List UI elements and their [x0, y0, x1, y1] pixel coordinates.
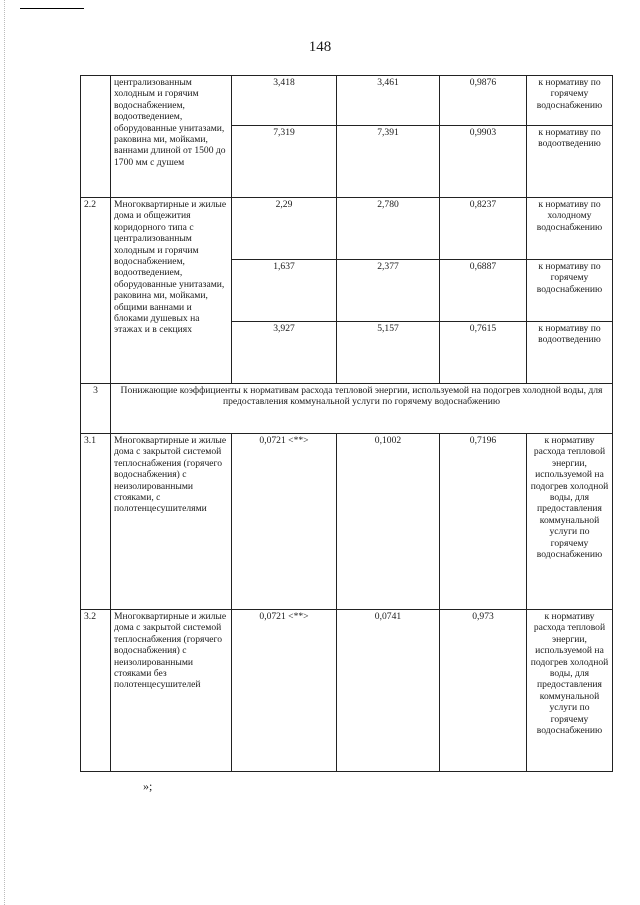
note-cell: к нормативу по горячему водоснабжению	[527, 76, 613, 126]
value-cell: 0,6887	[440, 260, 527, 322]
value-cell: 0,1002	[337, 434, 440, 610]
value-cell: 0,9903	[440, 126, 527, 198]
row-description: централизованным холодным и горячим водоснабжением, водоотведением, оборудованные унитазами, раковина ми, мойками, ваннами длиной от 1500 до 1700 мм с душем	[111, 76, 232, 198]
value-cell: 3,418	[232, 76, 337, 126]
note-cell: к нормативу по водоотведению	[527, 322, 613, 384]
value-cell: 0,0721 <**>	[232, 610, 337, 772]
row-description: Многоквартирные и жилые дома с закрытой системой теплоснабжения (горячего водоснабжения) с неизолированными стояками без полотенцесушителей	[111, 610, 232, 772]
value-cell: 1,637	[232, 260, 337, 322]
page-number: 148	[308, 39, 332, 55]
closing-quote: »;	[143, 779, 153, 793]
value-cell: 0,973	[440, 610, 527, 772]
row-description: Многоквартирные и жилые дома с закрытой системой теплоснабжения (горячего водоснабжения) с неизолированными стояками, с полотенцесушителями	[111, 434, 232, 610]
value-cell: 3,927	[232, 322, 337, 384]
row-number: 3.1	[81, 434, 111, 610]
table-row	[81, 198, 613, 260]
table-row	[81, 610, 613, 772]
note-cell: к нормативу по водоотведению	[527, 126, 613, 198]
section-title: Понижающие коэффициенты к нормативам расхода тепловой энергии, используемой на подогрев холодной воды, для предоставления коммунальной услуги по горячему водоснабжению	[111, 384, 613, 434]
note-cell: к нормативу расхода тепловой энергии, используемой на подогрев холодной воды, для предоставления коммунальной услуги по горячему водоснабжению	[527, 610, 613, 772]
value-cell: 0,0741	[337, 610, 440, 772]
table-row	[81, 76, 613, 126]
row-number: 3.2	[81, 610, 111, 772]
value-cell: 7,319	[232, 126, 337, 198]
section-number: 3	[81, 384, 111, 434]
note-cell: к нормативу по горячему водоснабжению	[527, 260, 613, 322]
section-header-row	[81, 384, 613, 434]
value-cell: 0,7196	[440, 434, 527, 610]
scan-edge-line	[4, 0, 5, 905]
table-row	[81, 434, 613, 610]
value-cell: 0,7615	[440, 322, 527, 384]
value-cell: 0,0721 <**>	[232, 434, 337, 610]
coefficients-table	[80, 75, 613, 772]
value-cell: 2,780	[337, 198, 440, 260]
value-cell: 2,377	[337, 260, 440, 322]
row-number: 2.2	[81, 198, 111, 384]
corner-mark	[20, 8, 84, 9]
value-cell: 5,157	[337, 322, 440, 384]
value-cell: 0,9876	[440, 76, 527, 126]
row-number	[81, 76, 111, 198]
value-cell: 7,391	[337, 126, 440, 198]
value-cell: 3,461	[337, 76, 440, 126]
note-cell: к нормативу расхода тепловой энергии, используемой на подогрев холодной воды, для предоставления коммунальной услуги по горячему водоснабжению	[527, 434, 613, 610]
value-cell: 0,8237	[440, 198, 527, 260]
note-cell: к нормативу по холодному водоснабжению	[527, 198, 613, 260]
row-description: Многоквартирные и жилые дома и общежития коридорного типа с централизованным холодным и горячим водоснабжением, водоотведением, оборудованные унитазами, раковина ми, мойками, общими ваннами и блоками душевых на этажах и в секциях	[111, 198, 232, 384]
value-cell: 2,29	[232, 198, 337, 260]
